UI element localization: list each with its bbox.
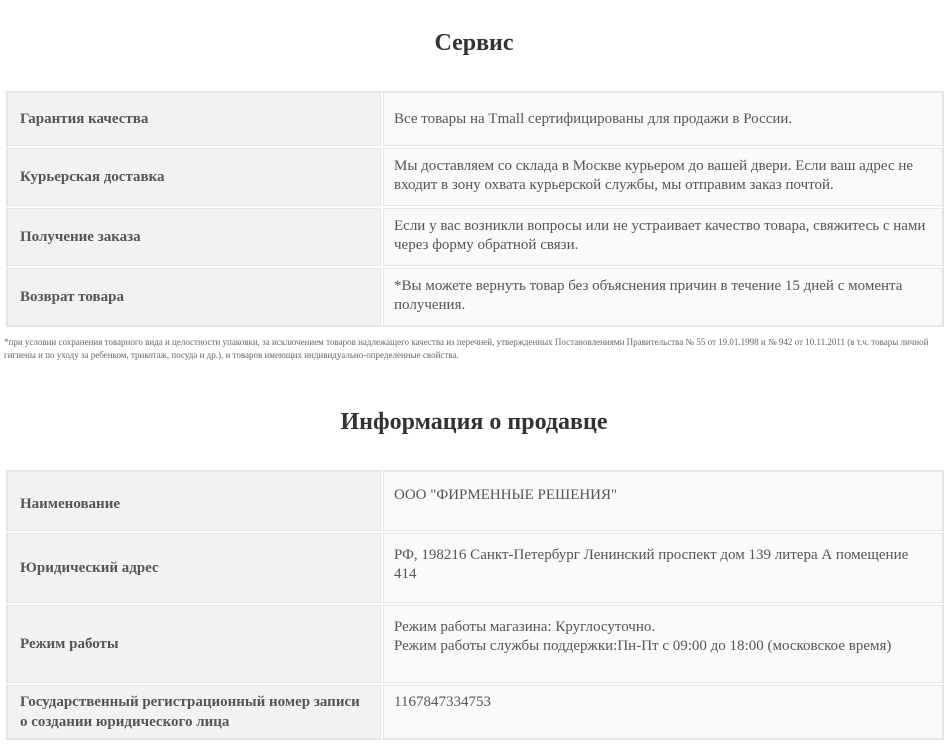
row-value: Режим работы магазина: Круглосуточно. Режим работы службы поддержки:Пн-Пт с 09:00 до 18:00 (московское время) <box>383 605 943 683</box>
row-label: Возврат товара <box>7 268 381 326</box>
footnote: *при условии сохранения товарного вида и целостности упаковки, за исключением товаров надлежащего качества из перечней, утвержденных Постановлениями Правительства № 55 от 19.01.1998 и № 942 от 10.11.2011 (в т.ч. товары личной гигиены и по уходу за ребенком, трикотаж, посуда и др.), и товаров имеющих индивидуально-определенные свойства. <box>4 337 929 360</box>
table-row <box>7 683 943 739</box>
table-row <box>7 146 943 206</box>
table-row <box>7 471 943 531</box>
table-row <box>7 603 943 683</box>
seller-table <box>6 470 944 740</box>
row-value: ООО "ФИРМЕННЫЕ РЕШЕНИЯ" <box>383 471 943 531</box>
table-row <box>7 531 943 603</box>
row-label: Наименование <box>7 471 381 531</box>
row-label: Юридический адрес <box>7 533 381 603</box>
row-label: Курьерская доставка <box>7 148 381 206</box>
row-value: *Вы можете вернуть товар без объяснения причин в течение 15 дней с момента получения. <box>383 268 943 326</box>
row-label: Режим работы <box>7 605 381 683</box>
table-row <box>7 266 943 326</box>
table-row <box>7 92 943 146</box>
row-value: Мы доставляем со склада в Москве курьером до вашей двери. Если ваш адрес не входит в зону охвата курьерской службы, мы отправим заказ почтой. <box>383 148 943 206</box>
row-value: Все товары на Tmall сертифицированы для продажи в России. <box>383 92 943 146</box>
row-label: Гарантия качества <box>7 92 381 146</box>
row-label: Получение заказа <box>7 208 381 266</box>
service-table <box>6 91 944 327</box>
service-title: Сервис <box>434 30 514 56</box>
table-row <box>7 206 943 266</box>
seller-title: Информация о продавце <box>340 409 608 435</box>
row-value: 1167847334753 <box>383 685 943 739</box>
row-value: РФ, 198216 Санкт-Петербург Ленинский проспект дом 139 литера А помещение 414 <box>383 533 943 603</box>
row-value: Если у вас возникли вопросы или не устраивает качество товара, свяжитесь с нами через форму обратной связи. <box>383 208 943 266</box>
row-label: Государственный регистрационный номер записи о создании юридического лица <box>7 685 381 739</box>
